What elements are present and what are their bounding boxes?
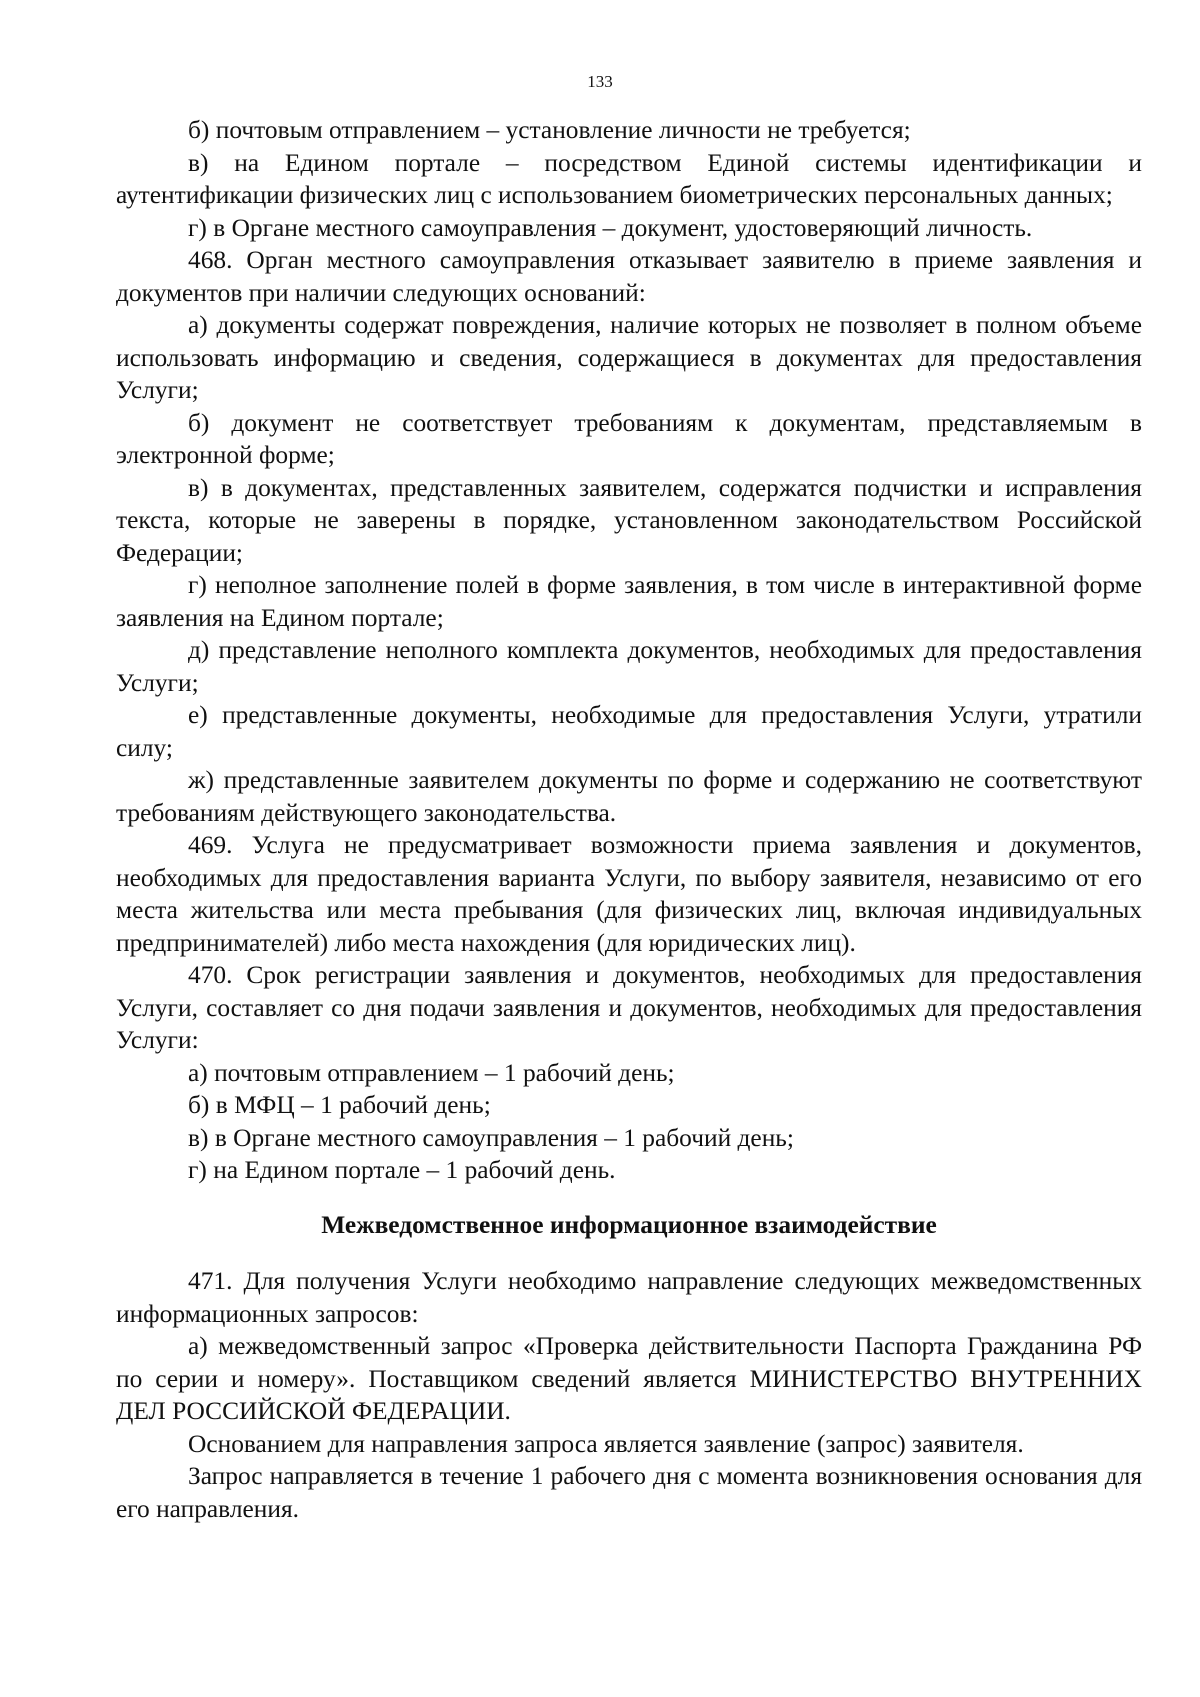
paragraph: [116, 244, 1142, 309]
paragraph-marker: в): [188, 1123, 209, 1152]
paragraph-text: Основанием для направления запроса является заявление (запрос) заявителя.: [188, 1429, 1024, 1458]
paragraph-text: Орган местного самоуправления отказывает заявителю в приеме заявления и документов при наличии следующих оснований:: [116, 246, 1142, 307]
paragraph-marker: ж): [188, 766, 214, 794]
paragraph: [116, 569, 1142, 634]
paragraph: [116, 1089, 1142, 1122]
paragraph-text: документы содержат повреждения, наличие которых не позволяет в полном объеме использовать информацию и сведения, содержащиеся в документах для предоставления Услуги;: [116, 311, 1142, 404]
paragraph-text: в документах, представленных заявителем, содержатся подчистки и исправления текста, которые не заверены в порядке, установленном законодательством Российской Федерации;: [116, 473, 1142, 567]
paragraph: [116, 829, 1142, 959]
paragraph-marker: 470.: [188, 961, 233, 989]
paragraph: [116, 1460, 1142, 1525]
paragraph-text: на Едином портале – посредством Единой системы идентификации и аутентификации физических лиц с использованием биометрических персональных данных;: [116, 148, 1142, 209]
section-heading: Межведомственное информационное взаимодействие: [321, 1210, 937, 1239]
paragraph: [116, 1330, 1142, 1428]
paragraph-text: Срок регистрации заявления и документов, необходимых для предоставления Услуги, составляет со дня подачи заявления и документов, необходимых для предоставления Услуги:: [116, 961, 1142, 1054]
paragraph: [116, 1428, 1142, 1461]
paragraph: [116, 959, 1142, 1057]
document-body: [116, 114, 1142, 1525]
paragraph-text: в Органе местного самоуправления – документ, удостоверяющий личность.: [213, 213, 1033, 242]
paragraph-text-caps: МИНИСТЕРСТВО ВНУТРЕННИХ ДЕЛ РОССИЙСКОЙ ФЕДЕРАЦИИ.: [116, 1364, 1142, 1425]
paragraph-text: Запрос направляется в течение 1 рабочего дня с момента возникновения основания для его направления.: [116, 1462, 1142, 1523]
paragraph-marker: а): [188, 1058, 208, 1087]
paragraph-text: Для получения Услуги необходимо направление следующих межведомственных информационных запросов:: [116, 1267, 1142, 1328]
paragraph: [116, 309, 1142, 407]
paragraph-text: представленные заявителем документы по форме и содержанию не соответствуют требованиям действующего законодательства.: [116, 766, 1142, 827]
paragraph-text: на Едином портале – 1 рабочий день.: [213, 1156, 616, 1184]
paragraph-marker: 468.: [188, 246, 233, 274]
paragraphs-after-heading: [116, 1265, 1142, 1525]
paragraph-text: Услуга не предусматривает возможности приема заявления и документов, необходимых для предоставления варианта Услуги, по выбору заявителя, независимо от его места жительства или места пребывания (для физических лиц, включая индивидуальных предпринимателей) либо места нахождения (для юридических лиц).: [116, 831, 1142, 957]
paragraph: [116, 472, 1142, 570]
paragraph-text: неполное заполнение полей в форме заявления, в том числе в интерактивной форме заявления на Едином портале;: [116, 571, 1142, 632]
paragraph-text: почтовым отправлением – установление личности не требуется;: [215, 116, 911, 144]
paragraph-marker: а): [188, 311, 208, 339]
paragraph-text: почтовым отправлением – 1 рабочий день;: [214, 1058, 675, 1087]
paragraph-marker: в): [188, 473, 209, 502]
paragraph: [116, 1154, 1142, 1187]
paragraph-marker: е): [188, 701, 208, 729]
paragraph-marker: г): [188, 213, 207, 242]
paragraph: [116, 407, 1142, 472]
paragraph: [116, 1265, 1142, 1330]
paragraph: [116, 1122, 1142, 1155]
paragraph-marker: 469.: [188, 831, 233, 859]
paragraph-text: представление неполного комплекта документов, необходимых для предоставления Услуги;: [116, 636, 1142, 697]
paragraph-marker: б): [188, 1091, 210, 1119]
page-number: 133: [587, 72, 613, 91]
paragraph: [116, 699, 1142, 764]
paragraph: [116, 212, 1142, 245]
paragraph-marker: г): [188, 571, 207, 599]
paragraph: [116, 1057, 1142, 1090]
paragraph: [116, 764, 1142, 829]
paragraph-marker: д): [188, 636, 210, 664]
paragraph-text: в Органе местного самоуправления – 1 рабочий день;: [214, 1123, 794, 1152]
paragraph: [116, 114, 1142, 147]
paragraph: [116, 147, 1142, 212]
paragraph-text: в МФЦ – 1 рабочий день;: [215, 1091, 491, 1119]
paragraph-marker: в): [188, 148, 209, 177]
paragraph-text: представленные документы, необходимые для предоставления Услуги, утратили силу;: [116, 701, 1142, 762]
paragraphs-before-heading: [116, 114, 1142, 1187]
paragraph-marker: г): [188, 1156, 207, 1184]
paragraph: [116, 634, 1142, 699]
paragraph-text: межведомственный запрос «Проверка действительности Паспорта Гражданина РФ по серии и номеру». Поставщиком сведений является: [116, 1332, 1142, 1393]
paragraph-marker: а): [188, 1332, 208, 1360]
paragraph-marker: б): [188, 408, 210, 437]
paragraph-marker: б): [188, 116, 210, 144]
paragraph-marker: 471.: [188, 1267, 233, 1295]
paragraph-text: документ не соответствует требованиям к документам, представляемым в электронной форме;: [116, 408, 1142, 469]
